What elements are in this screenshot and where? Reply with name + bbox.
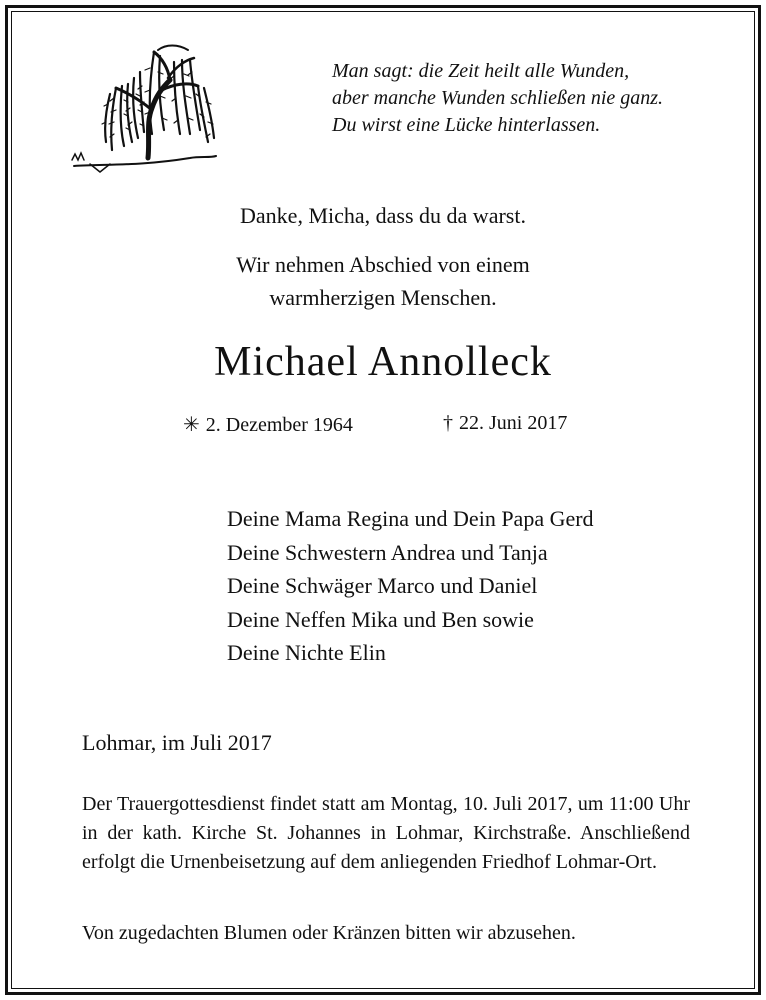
mourner-line: Deine Mama Regina und Dein Papa Gerd: [227, 506, 594, 531]
funeral-service-notice: Der Trauergottesdienst findet statt am Montag, 10. Juli 2017, um 11:00 Uhr in der kath. Kirche St. Johannes in Lohmar, Kirchstraße. Anschließend erfolgt die Urnenbeisetzung auf dem anliegenden Friedhof Lohmar-Ort.: [82, 793, 690, 873]
epigraph-quote: [332, 58, 732, 139]
death-cross-icon: †: [443, 412, 453, 434]
quote-line: Du wirst eine Lücke hinterlassen.: [332, 114, 601, 136]
mourner-line: Deine Nichte Elin: [227, 640, 386, 665]
deceased-name: Michael Annolleck: [214, 339, 552, 385]
mourner-line: Deine Schwäger Marco und Daniel: [227, 573, 538, 598]
mourners-list: [227, 502, 594, 670]
flowers-note: Von zugedachten Blumen oder Kränzen bitten wir abzusehen.: [82, 922, 576, 944]
birth-date-text: 2. Dezember 1964: [205, 414, 353, 436]
thanks-line: Danke, Micha, dass du da warst.: [240, 203, 526, 228]
birth-star-icon: ✳: [183, 414, 200, 436]
death-date-text: 22. Juni 2017: [459, 412, 568, 434]
place-and-date: Lohmar, im Juli 2017: [82, 730, 272, 755]
quote-line: Man sagt: die Zeit heilt alle Wunden,: [332, 60, 630, 82]
farewell-line: Wir nehmen Abschied von einem: [236, 252, 530, 277]
farewell-text: [0, 248, 766, 314]
farewell-line: warmherzigen Menschen.: [269, 285, 497, 310]
weeping-willow-illustration: [70, 38, 220, 178]
mourner-line: Deine Schwestern Andrea und Tanja: [227, 539, 548, 565]
quote-line: aber manche Wunden schließen nie ganz.: [332, 87, 664, 109]
death-date: [443, 412, 567, 435]
mourner-line: Deine Neffen Mika und Ben sowie: [227, 606, 534, 632]
birth-date: [183, 412, 353, 437]
